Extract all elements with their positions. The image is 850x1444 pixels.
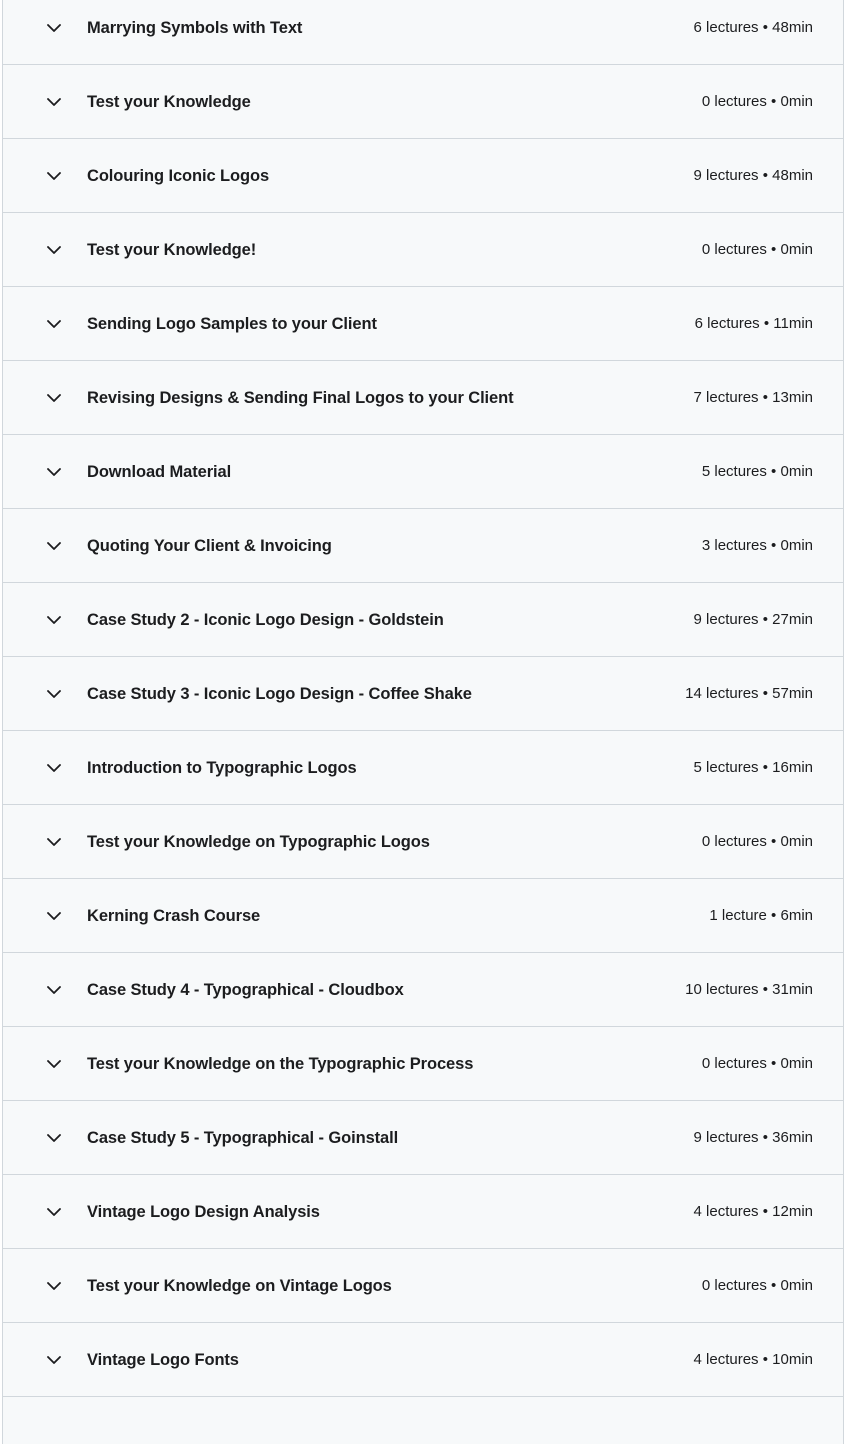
chevron-down-icon (47, 246, 61, 254)
section-title: Revising Designs & Sending Final Logos to your Client (87, 389, 514, 407)
section-title: Quoting Your Client & Invoicing (87, 537, 332, 555)
chevron-down-icon (47, 616, 61, 624)
section-meta: 14 lectures • 57min (685, 685, 813, 702)
section-title: Case Study 3 - Iconic Logo Design - Coffee Shake (87, 685, 472, 703)
section-meta: 9 lectures • 48min (693, 167, 813, 184)
section-row[interactable] (3, 1101, 843, 1175)
section-title: Vintage Logo Fonts (87, 1351, 239, 1369)
section-meta: 3 lectures • 0min (701, 537, 813, 554)
section-meta: 4 lectures • 10min (693, 1351, 813, 1368)
chevron-down-icon (47, 468, 61, 476)
section-row[interactable] (3, 509, 843, 583)
chevron-down-icon (47, 986, 61, 994)
section-title: Test your Knowledge (87, 93, 251, 111)
chevron-down-icon (47, 1060, 61, 1068)
chevron-down-icon (47, 1134, 61, 1142)
section-meta: 5 lectures • 0min (701, 463, 813, 480)
section-row[interactable] (3, 435, 843, 509)
section-row[interactable] (3, 953, 843, 1027)
section-meta: 6 lectures • 48min (693, 19, 813, 36)
curriculum-rows (3, 0, 843, 1397)
chevron-down-icon (47, 1208, 61, 1216)
section-row[interactable] (3, 657, 843, 731)
section-meta: 0 lectures • 0min (701, 241, 813, 258)
section-title: Introduction to Typographic Logos (87, 759, 357, 777)
section-meta: 9 lectures • 36min (693, 1129, 813, 1146)
section-meta: 0 lectures • 0min (701, 833, 813, 850)
section-row[interactable] (3, 361, 843, 435)
section-meta: 10 lectures • 31min (685, 981, 813, 998)
section-meta: 7 lectures • 13min (693, 389, 813, 406)
section-title: Test your Knowledge on Typographic Logos (87, 833, 430, 851)
chevron-down-icon (47, 98, 61, 106)
section-row-cutoff[interactable] (3, 1397, 843, 1444)
section-meta: 1 lecture • 6min (709, 907, 813, 924)
section-row[interactable] (3, 287, 843, 361)
section-meta: 5 lectures • 16min (693, 759, 813, 776)
section-row[interactable] (3, 65, 843, 139)
section-title: Test your Knowledge! (87, 241, 257, 259)
section-title: Marrying Symbols with Text (87, 19, 303, 37)
section-title: Case Study 2 - Iconic Logo Design - Goldstein (87, 611, 444, 629)
chevron-down-icon (47, 172, 61, 180)
section-row[interactable] (3, 139, 843, 213)
section-row[interactable] (3, 213, 843, 287)
section-row[interactable] (3, 731, 843, 805)
section-title: Sending Logo Samples to your Client (87, 315, 377, 333)
section-meta: 4 lectures • 12min (693, 1203, 813, 1220)
section-row[interactable] (3, 1249, 843, 1323)
section-row[interactable] (3, 879, 843, 953)
chevron-down-icon (47, 1356, 61, 1364)
chevron-down-icon (47, 1282, 61, 1290)
section-title: Download Material (87, 463, 232, 481)
chevron-down-icon (47, 542, 61, 550)
chevron-down-icon (47, 24, 61, 32)
chevron-down-icon (47, 690, 61, 698)
section-meta: 6 lectures • 11min (694, 315, 813, 332)
section-meta: 0 lectures • 0min (701, 1277, 813, 1294)
section-title: Colouring Iconic Logos (87, 167, 270, 185)
section-meta: 9 lectures • 27min (693, 611, 813, 628)
section-meta: 0 lectures • 0min (701, 93, 813, 110)
section-row[interactable] (3, 1027, 843, 1101)
section-meta: 0 lectures • 0min (701, 1055, 813, 1072)
section-row[interactable] (3, 805, 843, 879)
curriculum-panel (2, 0, 844, 1444)
section-title: Vintage Logo Design Analysis (87, 1203, 320, 1221)
section-title: Kerning Crash Course (87, 907, 261, 925)
section-row[interactable] (3, 1175, 843, 1249)
section-row[interactable] (3, 0, 843, 65)
chevron-down-icon (47, 838, 61, 846)
chevron-down-icon (47, 320, 61, 328)
section-row[interactable] (3, 1323, 843, 1397)
chevron-down-icon (47, 394, 61, 402)
section-title: Test your Knowledge on the Typographic Process (87, 1055, 474, 1073)
section-title: Case Study 4 - Typographical - Cloudbox (87, 981, 404, 999)
section-title: Test your Knowledge on Vintage Logos (87, 1277, 392, 1295)
chevron-down-icon (47, 764, 61, 772)
section-title: Case Study 5 - Typographical - Goinstall (87, 1129, 399, 1147)
section-row[interactable] (3, 583, 843, 657)
chevron-down-icon (47, 912, 61, 920)
